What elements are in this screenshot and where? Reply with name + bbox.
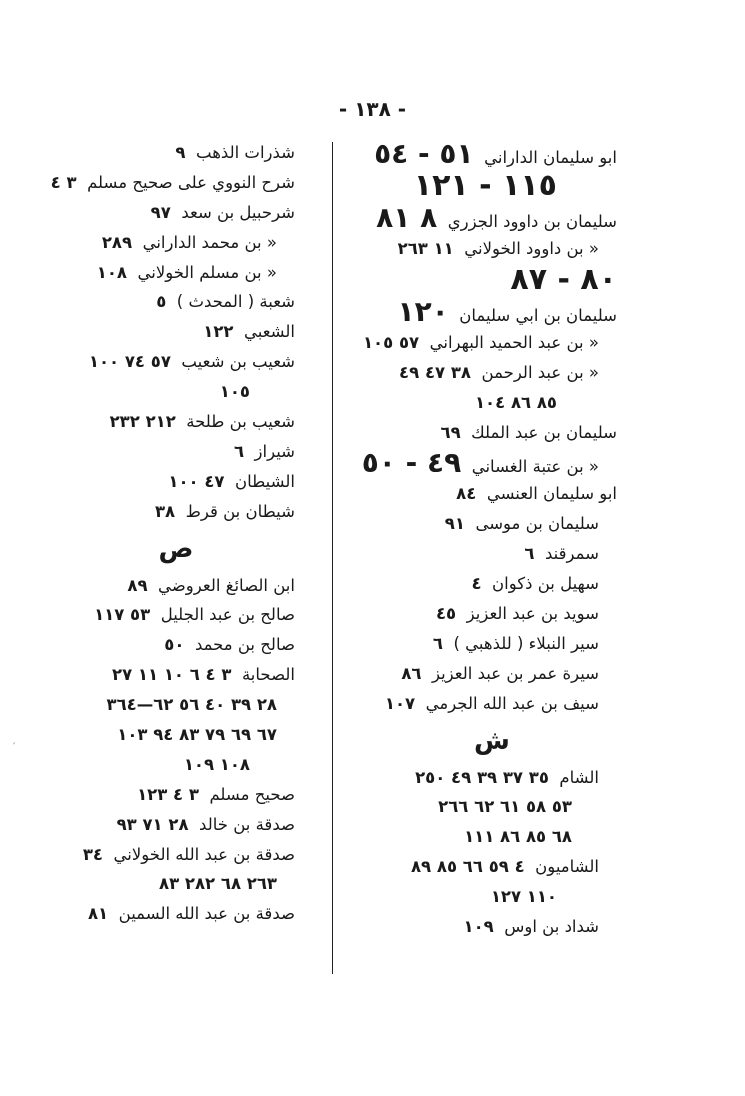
- entry-name: الشيطان: [235, 471, 295, 491]
- index-entry: [17, 138, 295, 168]
- entry-name: سليمان بن ابي سليمان: [459, 305, 617, 325]
- entry-page-numbers: ٢١٢ ٢٣٢: [109, 412, 176, 432]
- entry-name: شعيب بن طلحة: [186, 412, 295, 432]
- index-entry: [17, 720, 295, 750]
- index-entry: [17, 840, 295, 870]
- index-entry: [327, 852, 617, 882]
- entry-name: الشعبي: [243, 322, 295, 342]
- entry-name: شذرات الذهب: [196, 143, 295, 162]
- entry-name: « بن داوود الخولاني: [464, 239, 599, 258]
- entry-page-numbers: ٥١ - ٥٤: [374, 137, 474, 170]
- entry-page-numbers: ٢٨ ٣٩ ٤٠ ٥٦ ٦٢—٣٦٤: [106, 695, 277, 715]
- entry-page-numbers: ١٢٢: [203, 322, 234, 342]
- index-entry: [17, 810, 295, 840]
- entry-name: « بن محمد الداراني: [142, 232, 277, 252]
- page-number: - ١٣٨ -: [338, 97, 407, 121]
- index-entry: [327, 328, 617, 358]
- entry-page-numbers: ٨٥ ٨٦ ١٠٤: [474, 392, 557, 412]
- entry-page-numbers: ١٠٧: [384, 693, 416, 713]
- index-entry: [17, 287, 295, 317]
- entry-page-numbers: ٤: [471, 574, 482, 594]
- index-entry: [17, 407, 295, 437]
- entry-name: ابو سليمان الداراني: [484, 148, 617, 167]
- entry-page-numbers: ٢٨٩: [101, 232, 133, 252]
- entry-name: سهيل بن ذكوان: [492, 574, 599, 594]
- entry-page-numbers: ٦٩: [440, 422, 461, 442]
- entry-page-numbers: ٨٤: [456, 484, 477, 504]
- index-entry: [17, 467, 295, 497]
- index-entry: [17, 228, 295, 258]
- entry-page-numbers: ١٠٨: [96, 262, 127, 282]
- entry-page-numbers: ١٠٥: [219, 382, 250, 402]
- entry-page-numbers: ١١٥ - ١٢١: [413, 168, 557, 203]
- entry-page-numbers: ٨٦: [401, 663, 422, 683]
- index-entry: [327, 882, 617, 912]
- entry-page-numbers: ٦٧ ٦٩ ٧٩ ٨٣ ٩٤ ١٠٣: [117, 725, 277, 745]
- column-divider: [332, 142, 333, 974]
- index-entry: [327, 479, 617, 509]
- entry-name: صالح بن عبد الجليل: [160, 605, 295, 625]
- entry-page-numbers: ١١ ٢٦٣: [397, 239, 454, 258]
- entry-page-numbers: ٣٨: [154, 501, 176, 521]
- index-entry: [327, 358, 617, 388]
- entry-page-numbers: ٨٠ - ٨٧: [510, 261, 617, 297]
- entry-name: ابو سليمان العنسي: [486, 484, 617, 504]
- index-entry: [17, 899, 295, 929]
- entry-name: الشاميون: [535, 857, 599, 877]
- entry-name: « بن عبد الرحمن: [481, 362, 599, 382]
- entry-page-numbers: ٦٨ ٨٥ ٨٦ ١١١: [464, 827, 572, 847]
- index-entry: [327, 509, 617, 539]
- entry-name: ابن الصائغ العروضي: [158, 575, 295, 595]
- entry-page-numbers: ٣٥ ٣٧ ٣٩ ٤٩ ٢٥٠: [415, 767, 549, 787]
- entry-page-numbers: ٥٣ ٥٨ ٦١ ٦٢ ٢٦٦: [438, 797, 572, 817]
- entry-page-numbers: ٦: [524, 544, 535, 564]
- entry-name: شيراز: [254, 441, 295, 461]
- index-entry: [17, 317, 295, 347]
- entry-page-numbers: ٢٨ ٧١ ٩٣: [116, 814, 189, 834]
- entry-name: « بن عبد الحميد البهراني: [429, 332, 599, 352]
- entry-page-numbers: ١٠٨ ١٠٩: [183, 754, 250, 774]
- entry-page-numbers: ١٠٩: [463, 917, 494, 937]
- entry-name: سليمان بن داوود الجزري: [447, 212, 617, 231]
- entry-page-numbers: ٥٧ ١٠٥: [362, 332, 420, 352]
- entry-page-numbers: ٢٦٣ ٦٨ ٢٨٢ ٨٣: [159, 874, 277, 894]
- entry-page-numbers: ٣ ٤ ٦ ١٠ ١١ ٢٧: [112, 665, 232, 685]
- index-entry: [17, 377, 295, 407]
- entry-name: شداد بن اوس: [504, 917, 599, 937]
- entry-page-numbers: ٥٠: [164, 635, 185, 655]
- index-entry: [17, 660, 295, 690]
- entry-page-numbers: ١١٠ ١٢٧: [490, 887, 557, 907]
- index-column-right: [327, 138, 617, 942]
- index-entry: [17, 347, 295, 377]
- section-letter-heading: ش: [474, 725, 510, 756]
- index-entry: [327, 822, 617, 852]
- entry-name: صدقة بن عبد الله السمين: [118, 904, 295, 924]
- entry-name: شرح النووي على صحيح مسلم: [87, 172, 295, 192]
- entry-page-numbers: ٥: [156, 292, 167, 312]
- entry-page-numbers: ٩٧: [150, 202, 171, 222]
- index-entry: [17, 690, 295, 720]
- entry-name: صحيح مسلم: [209, 784, 295, 804]
- entry-name: شعيب بن شعيب: [181, 352, 295, 372]
- entry-name: سليمان بن عبد الملك: [471, 422, 617, 442]
- entry-page-numbers: ٣ ٤ ١٢٣: [137, 784, 199, 804]
- entry-name: سيف بن عبد الله الجرمي: [425, 693, 599, 713]
- entry-name: صدقة بن عبد الله الخولاني: [113, 844, 295, 864]
- entry-page-numbers: ٨١: [87, 904, 109, 924]
- index-entry: [17, 571, 295, 601]
- entry-name: صدقة بن خالد: [199, 814, 295, 834]
- index-entry: [17, 600, 295, 630]
- index-entry: [17, 437, 295, 467]
- entry-page-numbers: ٣٤: [82, 844, 104, 864]
- index-entry: [327, 912, 617, 942]
- entry-name: سيرة عمر بن عبد العزيز: [431, 663, 599, 683]
- entry-page-numbers: ٤٧ ١٠٠: [168, 471, 225, 491]
- index-entry: [327, 447, 617, 479]
- section-letter-heading: ص: [158, 533, 194, 564]
- entry-page-numbers: ٨ ٨١: [376, 201, 438, 234]
- entry-name: سليمان بن موسى: [475, 514, 599, 534]
- entry-page-numbers: ٦: [233, 441, 245, 461]
- index-entry: [327, 659, 617, 689]
- entry-page-numbers: ٣٨ ٤٧ ٤٩: [399, 362, 472, 382]
- index-entry: [327, 763, 617, 793]
- index-entry: [327, 629, 617, 659]
- index-entry: [17, 497, 295, 527]
- entry-page-numbers: ٤ ٥٩ ٦٦ ٨٥ ٨٩: [410, 857, 525, 877]
- index-entry: [327, 170, 617, 202]
- index-entry: [327, 296, 617, 328]
- index-entry: [327, 234, 617, 264]
- index-entry: [327, 539, 617, 569]
- entry-name: « بن عتبة الغساني: [471, 457, 599, 477]
- index-entry: [327, 138, 617, 170]
- index-entry: [327, 202, 617, 234]
- index-entry: [327, 689, 617, 719]
- entry-page-numbers: ٣ ٤: [50, 172, 77, 192]
- index-entry: [17, 198, 295, 228]
- entry-name: شيطان بن قرط: [185, 501, 295, 521]
- entry-page-numbers: ٤٩ - ٥٠: [361, 446, 462, 480]
- index-entry: [17, 869, 295, 899]
- entry-name: « بن مسلم الخولاني: [137, 262, 277, 282]
- index-column-left: [17, 138, 295, 929]
- entry-name: سمرقند: [545, 544, 599, 564]
- index-entry: [17, 630, 295, 660]
- index-entry: [327, 599, 617, 629]
- entry-page-numbers: ٦: [432, 633, 443, 653]
- index-entry: [327, 792, 617, 822]
- index-entry: [17, 168, 295, 198]
- entry-page-numbers: ٥٧ ٧٤ ١٠٠: [88, 352, 171, 372]
- entry-page-numbers: ٥٣ ١١٧: [94, 605, 151, 625]
- entry-name: شرحبيل بن سعد: [181, 202, 295, 222]
- entry-name: صالح بن محمد: [194, 635, 295, 655]
- entry-name: شعبة ( المحدث ): [176, 292, 295, 312]
- entry-name: الصحابة: [241, 665, 295, 685]
- index-entry: [327, 569, 617, 599]
- entry-page-numbers: ١٢٠: [397, 294, 449, 328]
- index-entry: [17, 750, 295, 780]
- entry-page-numbers: ٨٩: [127, 575, 148, 595]
- entry-name: سير النبلاء ( للذهبي ): [453, 633, 599, 653]
- entry-page-numbers: ٩: [175, 143, 186, 162]
- margin-mark: ׳: [12, 740, 17, 751]
- index-entry: [327, 418, 617, 448]
- index-entry: [17, 780, 295, 810]
- index-entry: [327, 388, 617, 418]
- entry-page-numbers: ٤٥: [435, 604, 457, 624]
- index-entry: [327, 261, 617, 297]
- entry-name: الشام: [559, 767, 599, 787]
- entry-name: سويد بن عبد العزيز: [466, 604, 599, 624]
- entry-page-numbers: ٩١: [444, 514, 465, 534]
- index-entry: [17, 258, 295, 288]
